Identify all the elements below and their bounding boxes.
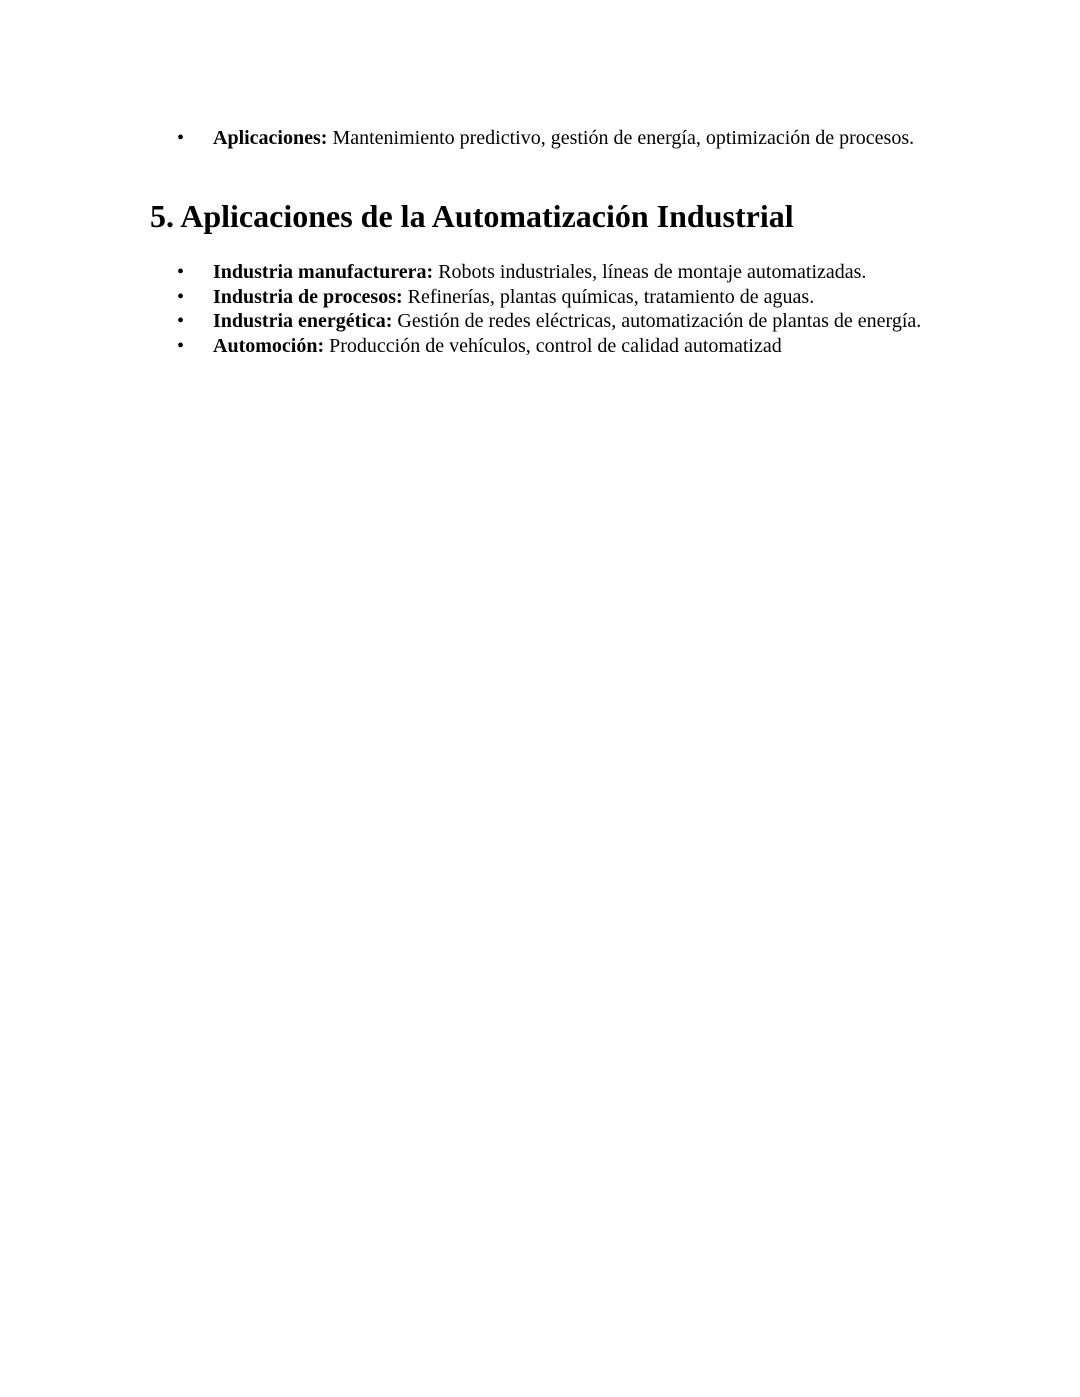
list-item-term: Aplicaciones:	[213, 127, 328, 149]
bullet-icon: •	[177, 261, 185, 283]
bullet-icon: •	[177, 127, 185, 149]
list-item	[0, 126, 1080, 151]
section-heading: 5. Aplicaciones de la Automatización Industrial	[150, 198, 794, 234]
previous-section-list	[0, 126, 1080, 151]
applications-list	[0, 260, 1080, 358]
list-item-term: Automoción:	[213, 334, 325, 357]
bullet-icon: •	[177, 310, 185, 332]
list-item-text: Refinerías, plantas químicas, tratamiento de aguas.	[402, 285, 815, 308]
list-item	[0, 285, 1080, 310]
list-item-term: Industria energética:	[213, 310, 393, 332]
list-item-text: Producción de vehículos, control de calidad automatizad	[324, 334, 782, 357]
list-item-text: Mantenimiento predictivo, gestión de energía, optimización de procesos.	[327, 127, 915, 149]
list-item-text: Gestión de redes eléctricas, automatización de plantas de energía.	[392, 310, 922, 332]
list-item-text: Robots industriales, líneas de montaje automatizadas.	[433, 261, 867, 283]
list-item	[0, 334, 1080, 359]
list-item-term: Industria manufacturera:	[213, 261, 434, 283]
bullet-icon: •	[177, 285, 185, 308]
bullet-icon: •	[177, 334, 185, 357]
list-item	[0, 260, 1080, 285]
list-item	[0, 309, 1080, 334]
list-item-term: Industria de procesos:	[213, 285, 403, 308]
